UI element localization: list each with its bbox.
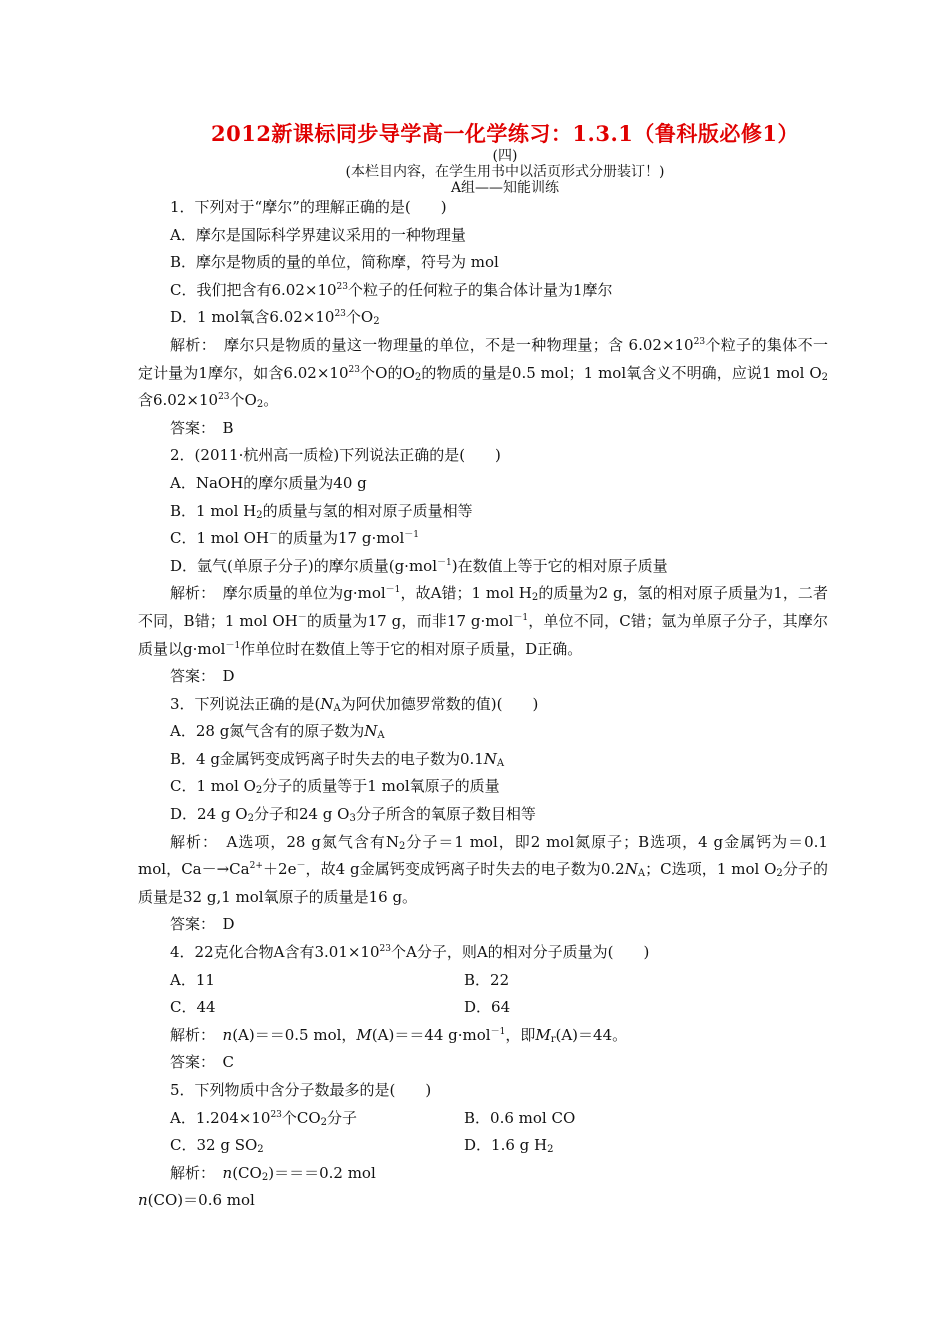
q1-explanation: 解析： 摩尔只是物质的量这一物理量的单位，不是一种物理量；含 $6.02\times 10^{23}$个粒子的集体不一定计量为1摩尔，如含$6.02\times 10^{23}$个O的$O_2$的物质的量是0.5 mol；1 mol氧含义不明确，应说1 mol $O_2$含$6.02\times 10^{23}$个$O_2$。 [138,335,828,411]
q5-option-b: B．0.6 mol CO [464,1108,576,1127]
q1-option-a: A．摩尔是国际科学界建议采用的一种物理量 [170,225,466,244]
q4-option-b: B．22 [464,970,510,989]
section-number: (四) [492,148,518,164]
q2-answer: 答案： D [170,667,235,686]
q3-option-a: A．28 g氮气含有的原子数为$N_A$ [170,722,385,742]
q4-option-c: C．44 [170,998,216,1017]
q4-answer: 答案： C [170,1053,234,1072]
q2-option-d: D．氩气(单原子分子)的摩尔质量(g·mol$^{-1}$)在数值上等于它的相对原子质量 [170,556,668,575]
q5-explanation-line-2: n(CO)＝0.6 mol [138,1191,255,1210]
q3-option-b: B．4 g金属钙变成钙离子时失去的电子数为$0.1N_A$ [170,749,505,769]
page-title: 2012新课标同步导学高一化学练习：1.3.1（鲁科版必修1） [210,121,799,146]
q4-options-row-1 [138,967,828,995]
q3-stem: 3．下列说法正确的是($N_A$为阿伏加德罗常数的值)( ) [170,694,539,714]
q1-option-d: D．1 mol氧含$6.02\times 10^{23}$个$O_2$ [170,308,380,328]
q3-answer: 答案： D [170,915,235,934]
q1-option-c: C．我们把含有$6.02\times 10^{23}$个粒子的任何粒子的集合体计量为1摩尔 [170,280,613,299]
q5-stem: 5．下列物质中含分子数最多的是( ) [170,1081,432,1099]
q2-option-c: C．1 mol OH－的质量为17 g·mol$^{-1}$ [170,529,420,548]
q5-options-row-2 [138,1132,828,1160]
q2-option-a: A．NaOH的摩尔质量为40 g [170,473,367,492]
q2-stem: 2．(2011·杭州高一质检)下列说法正确的是( ) [170,446,501,465]
q4-stem: 4．22克化合物A含有$3.01\times 10^{23}$个A分子，则A的相对分子质量为( ) [170,943,650,962]
q5-option-a: A．$1.204\times 10^{23}$个$CO_2$分子 [170,1108,358,1128]
q4-options-row-2 [138,994,828,1022]
q1-stem: 1．下列对于“摩尔”的理解正确的是( ) [170,198,447,216]
q1-option-b: B．摩尔是物质的量的单位，简称摩，符号为 mol [170,253,499,272]
q5-option-d: D．1.6 g $H_2$ [464,1136,554,1156]
q3-option-d: D．24 g $O_2$分子和24 g $O_3$分子所含的氧原子数目相等 [170,805,536,825]
q4-explanation: 解析： n(A)＝＝0.5 mol，M(A)＝＝44 g·mol$^{-1}$，即$M_r(A)=44$。 [170,1025,628,1045]
q2-explanation: 解析： 摩尔质量的单位为g·mol$^{-1}$，故A错；1 mol $H_2$的质量为2 g，氢的相对原子质量为1，二者不同，B错；1 mol OH－的质量为17 g，而非17 g·mol$^{-1}$，单位不同，C错；氩为单原子分子，其摩尔质量以g·mol$^{-1}$作单位时在数值上等于它的相对原子质量，D正确。 [138,584,828,658]
exercise-body [138,194,828,1215]
q4-option-a: A．11 [170,970,215,989]
group-heading: A组——知能训练 [450,180,560,196]
q3-option-c: C．1 mol $O_2$分子的质量等于1 mol氧原子的质量 [170,777,500,797]
q5-options-row-1 [138,1105,828,1133]
binding-note: (本栏目内容，在学生用书中以活页形式分册装订！) [345,164,665,180]
q3-explanation: 解析： A选项，28 g氮气含有$N_2$分子＝1 mol，即2 mol氮原子；B选项，4 g金属钙为＝0.1 mol，$Ca-\to Ca^{2+}+2e^-$，故4 g金属钙变成钙离子时失去的电子数为$0.2N_A$；C选项，1 mol $O_2$分子的质量是32 g,1 mol氧原子的质量是16 g。 [138,832,828,906]
q5-explanation: 解析： $n(CO_2)===0.2$ mol [170,1163,376,1183]
q2-option-b: B．1 mol $H_2$的质量与氢的相对原子质量相等 [170,501,473,521]
q4-option-d: D．64 [464,998,511,1017]
q1-answer: 答案： B [170,418,234,437]
q5-option-c: C．32 g $SO_2$ [170,1136,264,1156]
